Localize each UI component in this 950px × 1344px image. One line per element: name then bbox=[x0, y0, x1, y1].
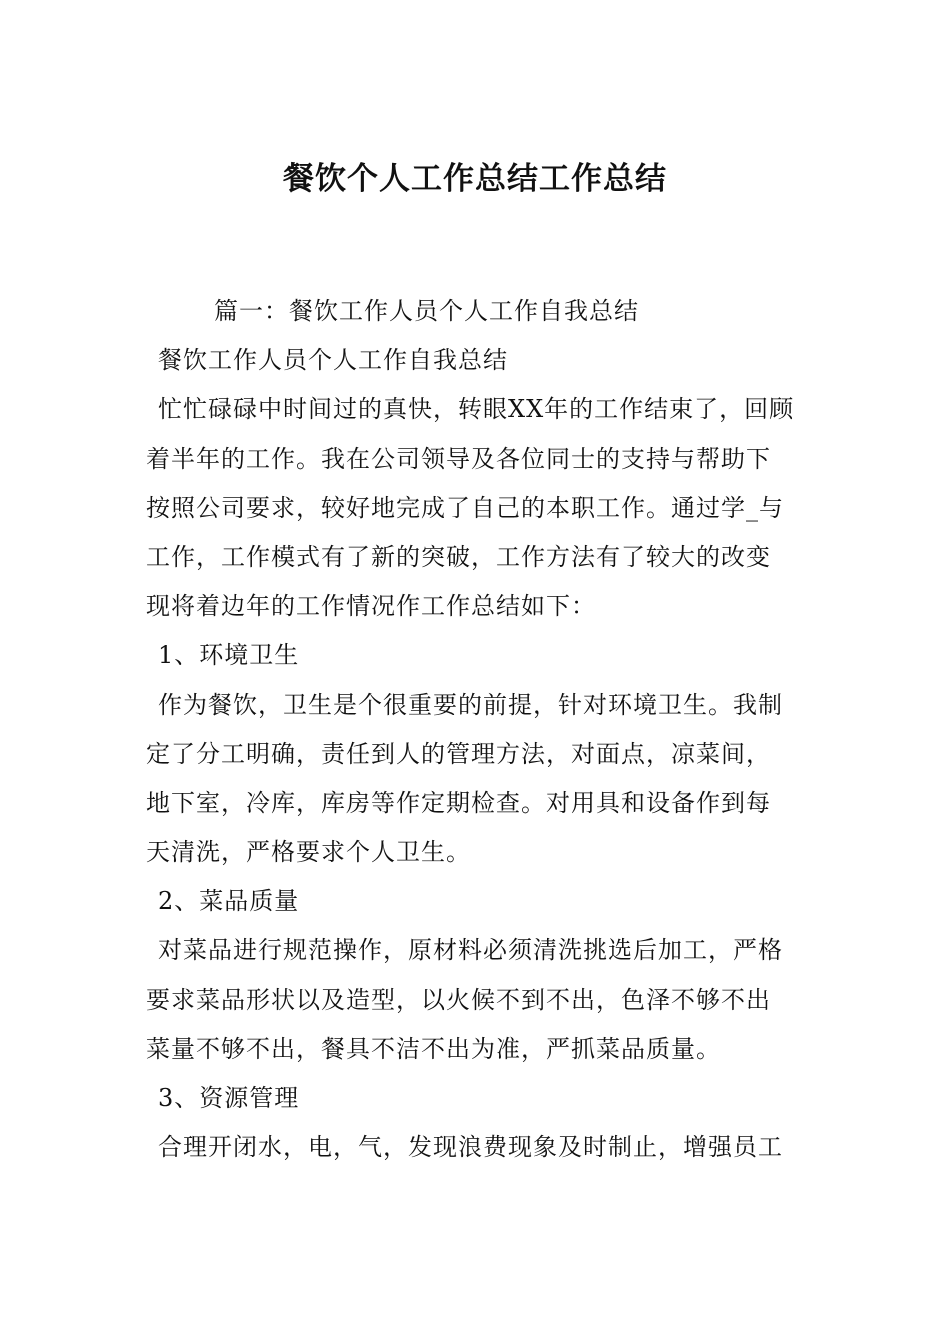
paragraph-line: 合理开闭水，电，气，发现浪费现象及时制止，增强员工 bbox=[158, 1133, 783, 1162]
paragraph-line: 着半年的工作。我在公司领导及各位同士的支持与帮助下 bbox=[146, 444, 771, 473]
paragraph-line: 现将着边年的工作情况作工作总结如下： bbox=[146, 592, 596, 621]
subheading: 餐饮工作人员个人工作自我总结 bbox=[158, 346, 508, 375]
paragraph-line: 地下室，冷库，库房等作定期检查。对用具和设备作到每 bbox=[146, 788, 771, 817]
paragraph-line: 天清洗，严格要求个人卫生。 bbox=[146, 838, 471, 867]
paragraph-line: 工作，工作模式有了新的突破，工作方法有了较大的改变 bbox=[146, 542, 771, 571]
paragraph-line: 忙忙碌碌中时间过的真快，转眼XX年的工作结束了，回顾 bbox=[158, 395, 795, 424]
paragraph-line: 对菜品进行规范操作，原材料必须清洗挑选后加工，严格 bbox=[158, 936, 783, 965]
paragraph-line: 菜量不够不出，餐具不洁不出为准，严抓菜品质量。 bbox=[146, 1034, 721, 1063]
item-heading: 2、菜品质量 bbox=[158, 887, 300, 916]
section-heading: 篇一：餐饮工作人员个人工作自我总结 bbox=[214, 297, 639, 325]
item-heading: 3、资源管理 bbox=[158, 1084, 300, 1112]
paragraph-line: 要求菜品形状以及造型，以火候不到不出，色泽不够不出 bbox=[146, 985, 771, 1014]
paragraph-line: 作为餐饮，卫生是个很重要的前提，针对环境卫生。我制 bbox=[158, 690, 783, 719]
document-title: 餐饮个人工作总结工作总结 bbox=[283, 161, 667, 197]
paragraph-line: 定了分工明确，责任到人的管理方法，对面点，凉菜间， bbox=[146, 739, 771, 768]
item-heading: 1、环境卫生 bbox=[158, 641, 300, 670]
document-body bbox=[146, 287, 806, 1172]
paragraph-line: 按照公司要求，较好地完成了自己的本职工作。通过学_与 bbox=[146, 493, 784, 522]
